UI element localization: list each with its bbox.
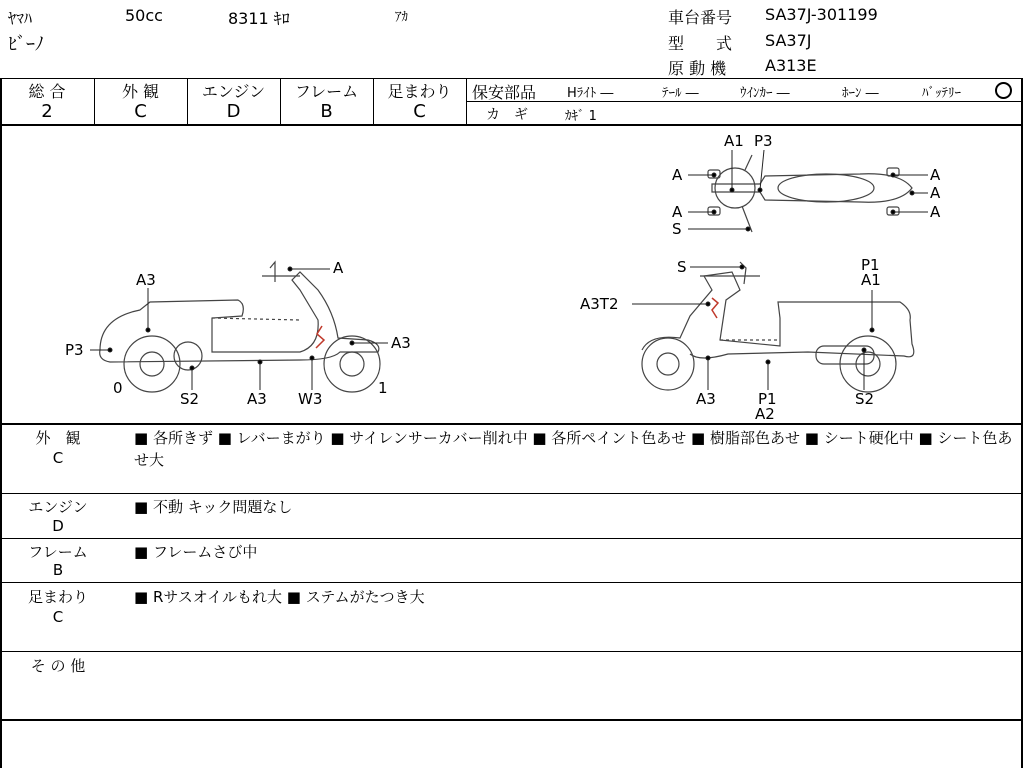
key-value: ｶｷﾞ 1 (565, 109, 597, 124)
grade-label-overall: 総 合 (28, 82, 66, 101)
section-text-suspension: ■ Rサスオイルもれ大 ■ ステムがたつき大 (134, 588, 425, 606)
diagram-label: A1 (724, 132, 744, 150)
grade-col-sep (466, 78, 467, 125)
grade-value-engine: D (226, 101, 241, 122)
key-label: カ ギ (486, 107, 528, 123)
section-title-engine: エンジン (28, 498, 88, 516)
grade-label-exterior: 外 観 (121, 82, 160, 101)
inspection-diagram (0, 126, 1022, 422)
safety-headlight: Hﾗｲﾄ ― (567, 86, 614, 101)
diagram-label: S2 (180, 390, 200, 408)
diagram-label: W3 (298, 390, 323, 408)
diagram-label: P3 (65, 341, 84, 359)
damage-mark-left-icon (316, 326, 324, 348)
damage-mark-right-icon (712, 298, 718, 318)
grade-label-engine: エンジン (201, 82, 266, 101)
diagram-label: A3 (247, 390, 267, 408)
model-name: ﾋﾞｰﾉ (8, 34, 44, 55)
section-text-exterior: ■ 各所きず ■ レバーまがり ■ サイレンサーカバー削れ中 ■ 各所ペイント色あせ ■ 樹脂部色あせ ■ シート硬化中 ■ シート色あせ大 (134, 429, 1013, 469)
section-grade-engine: D (52, 517, 64, 535)
grade-value-frame: B (320, 101, 333, 122)
top-view-scooter-icon (708, 155, 912, 232)
section-title-exterior: 外 観 (35, 429, 81, 447)
section-title-frame: フレーム (28, 543, 88, 561)
body-color: ｱｶ (395, 10, 408, 25)
battery-ok-circle-icon (995, 82, 1012, 99)
diagram-label: A1 (861, 271, 881, 289)
type-label: 型 式 (668, 34, 733, 53)
type-value: SA37J (765, 31, 812, 50)
grade-value-suspension: C (413, 101, 426, 122)
section-text-frame: ■ フレームさび中 (134, 543, 258, 561)
diagram-label: A (672, 166, 683, 184)
engine-model-value: A313E (765, 56, 817, 75)
diagram-label: A (333, 259, 344, 277)
engine-model-label: 原 動 機 (668, 59, 727, 78)
safety-parts-title: 保安部品 (472, 83, 537, 102)
grade-value-overall: 2 (41, 101, 53, 122)
frame-number-label: 車台番号 (668, 8, 733, 27)
grade-label-frame: フレーム (294, 82, 359, 101)
mileage: 8311 ｷﾛ (228, 9, 290, 28)
diagram-label: P3 (754, 132, 773, 150)
section-rule-4 (0, 651, 1023, 652)
section-title-suspension: 足まわり (27, 588, 88, 606)
section-text-engine: ■ 不動 キック問題なし (134, 498, 293, 516)
grade-value-exterior: C (134, 101, 147, 122)
diagram-label: A3T2 (580, 295, 619, 313)
frame-number-value: SA37J-301199 (765, 5, 878, 24)
section-rule-5 (0, 719, 1023, 721)
maker-name: ﾔﾏﾊ (8, 9, 33, 28)
section-rule-2 (0, 538, 1023, 539)
diagram-label: P1 (861, 256, 880, 274)
section-grade-suspension: C (52, 608, 64, 626)
safety-tail: ﾃｰﾙ ― (662, 86, 699, 101)
section-rule-3 (0, 582, 1023, 583)
safety-horn: ﾎｰﾝ ― (842, 86, 879, 101)
diagram-label: A3 (391, 334, 411, 352)
section-rule-1 (0, 493, 1023, 494)
diagram-label: 1 (378, 379, 388, 397)
diagram-bottom-rule (0, 423, 1023, 425)
diagram-label: A (930, 166, 941, 184)
diagram-label: A3 (696, 390, 716, 408)
diagram-label: A3 (136, 271, 156, 289)
diagram-label: 0 (113, 379, 123, 397)
safety-mid-rule (466, 101, 1023, 102)
diagram-label: S (677, 258, 687, 276)
diagram-label: S (672, 220, 682, 238)
safety-battery: ﾊﾞｯﾃﾘｰ (922, 86, 961, 101)
diagram-label: P1 (758, 390, 777, 408)
diagram-label: A (930, 184, 941, 202)
displacement: 50cc (125, 6, 163, 25)
diagram-label: A2 (755, 405, 775, 422)
diagram-label: A (672, 203, 683, 221)
section-title-other: そ の 他 (30, 657, 86, 675)
safety-winker: ｳｲﾝｶｰ ― (740, 86, 790, 101)
section-grade-frame: B (52, 561, 64, 579)
grade-label-suspension: 足まわり (387, 82, 452, 101)
diagram-label: S2 (855, 390, 875, 408)
section-grade-exterior: C (52, 449, 64, 467)
diagram-label: A (930, 203, 941, 221)
